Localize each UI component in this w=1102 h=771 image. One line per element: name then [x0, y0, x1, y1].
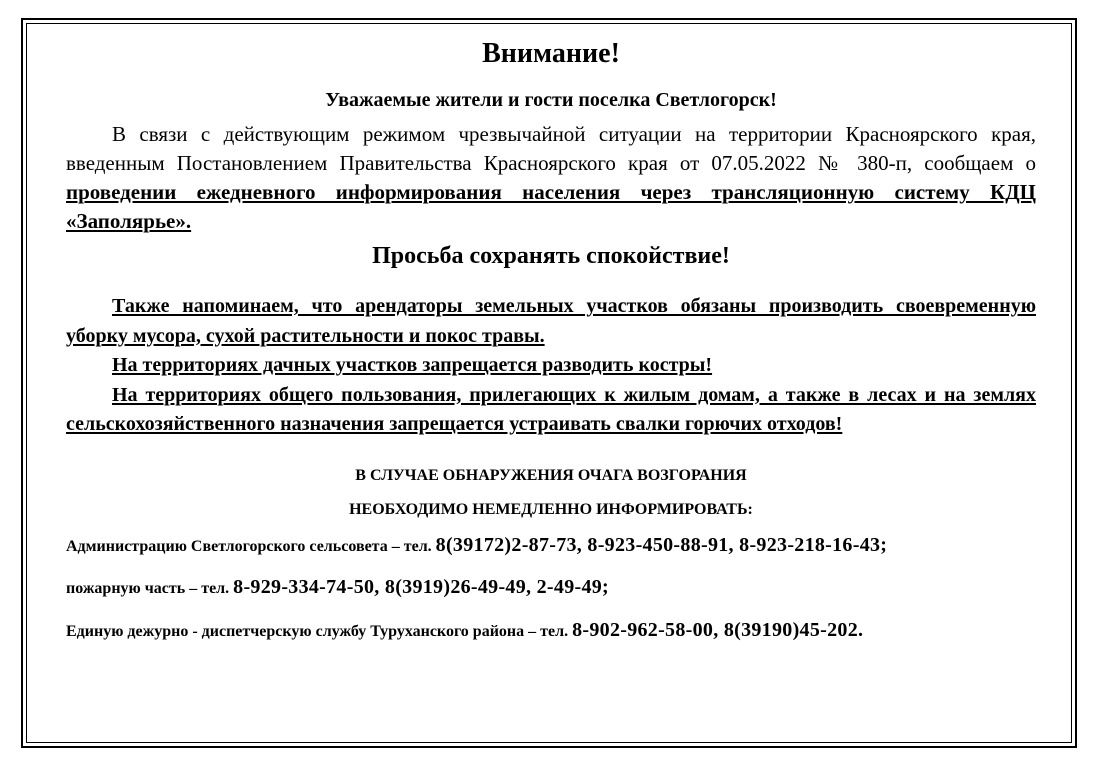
contact-label: пожарную часть – тел.: [66, 579, 230, 597]
calm-request: Просьба сохранять спокойствие!: [372, 243, 730, 269]
notice-content: [66, 36, 1036, 642]
contact-phones: 8-902-962-58-00, 8(39190)45-202.: [572, 618, 864, 641]
fire-notice-line2: НЕОБХОДИМО НЕМЕДЛЕННО ИНФОРМИРОВАТЬ:: [349, 500, 753, 518]
contact-fire-department: [66, 577, 1036, 599]
warning-text: Также напоминаем, что арендаторы земельных участков обязаны производить своевременную уборку мусора, сухой растительности и покос травы.: [66, 295, 1036, 347]
warning-item: [66, 351, 1036, 381]
warning-item: [66, 292, 1036, 351]
contact-label: Администрацию Светлогорского сельсовета – тел.: [66, 537, 432, 555]
warning-text: На территориях дачных участков запрещается разводить костры!: [112, 354, 713, 376]
intro-text: В связи с действующим режимом чрезвычайной ситуации на территории Красноярского края, введенным Постановлением Правительства Красноярского края от 07.05.2022 № 380-п, сообщаем о: [66, 122, 1036, 175]
warning-item: [66, 381, 1036, 440]
intro-paragraph: [66, 120, 1036, 236]
contact-administration: [66, 535, 1036, 557]
contact-dispatch-service: [66, 620, 1036, 642]
contact-phones: 8-929-334-74-50, 8(3919)26-49-49, 2-49-49;: [233, 575, 610, 598]
warning-text: На территориях общего пользования, прилегающих к жилым домам, а также в лесах и на землях сельскохозяйственного назначения запрещается устраивать свалки горючих отходов!: [66, 383, 1036, 435]
contact-label: Единую дежурно - диспетчерскую службу Туруханского района – тел.: [66, 622, 569, 640]
fire-notice-line1: В СЛУЧАЕ ОБНАРУЖЕНИЯ ОЧАГА ВОЗГОРАНИЯ: [355, 466, 747, 484]
contact-phones: 8(39172)2-87-73, 8-923-450-88-91, 8-923-218-16-43;: [435, 533, 888, 556]
warnings: [66, 292, 1036, 440]
intro-emphasis: проведении ежедневного информирования населения через трансляционную систему КДЦ «Заполярье».: [66, 180, 1036, 233]
fire-notice: [66, 459, 1036, 527]
notice-title: Внимание!: [482, 38, 620, 69]
greeting: Уважаемые жители и гости поселка Светлогорск!: [325, 89, 777, 111]
